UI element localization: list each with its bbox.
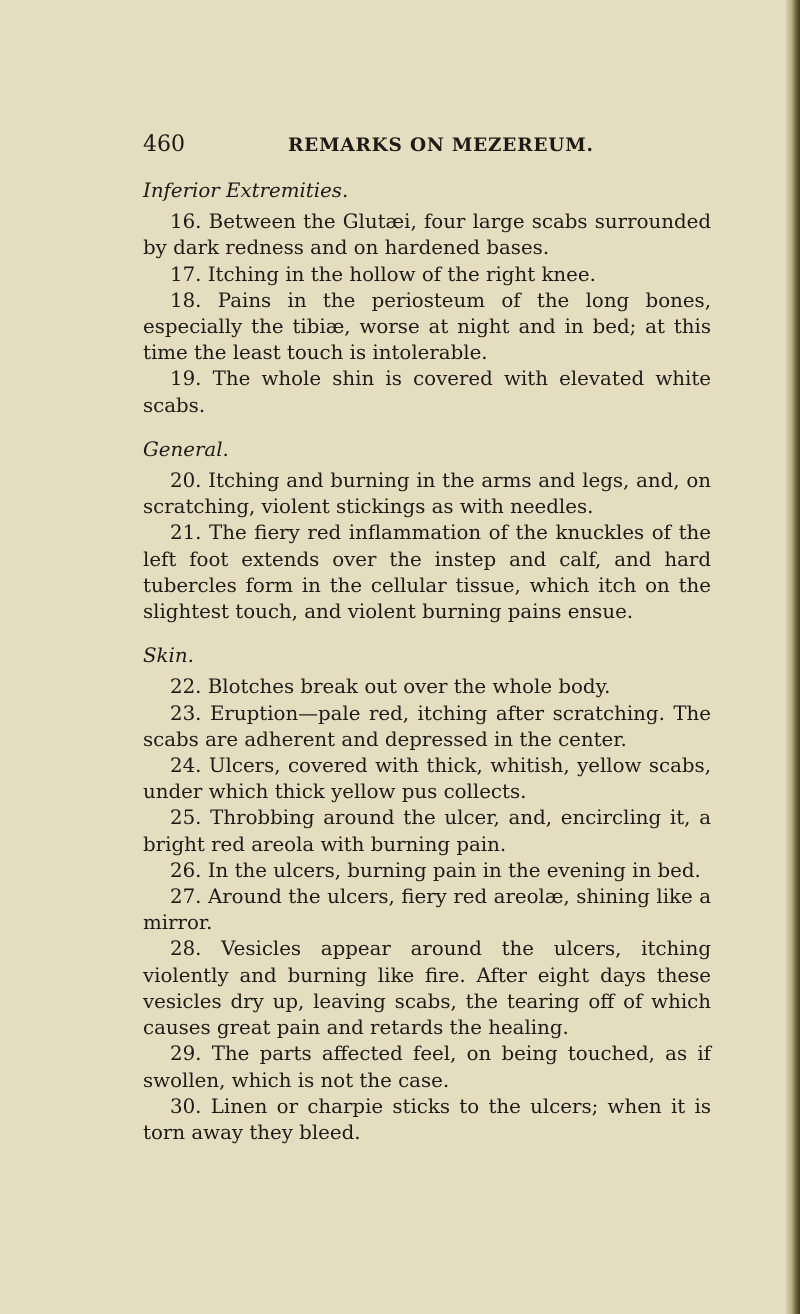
symptom-paragraph-19: 19. The whole shin is covered with elevated white scabs. xyxy=(143,367,711,417)
symptom-paragraph-28: 28. Vesicles appear around the ulcers, itching violently and burning like fire. After eight days these vesicles dry up, leaving scabs, the tearing off of which causes great pain and retards the healing. xyxy=(143,937,711,1040)
symptom-paragraph-23: 23. Eruption—pale red, itching after scratching. The scabs are adherent and depressed in the center. xyxy=(143,701,711,751)
symptom-paragraph-24: 24. Ulcers, covered with thick, whitish, yellow scabs, under which thick yellow pus collects. xyxy=(143,754,711,804)
page-header xyxy=(143,132,711,172)
section-general xyxy=(143,437,711,625)
symptom-paragraph-20: 20. Itching and burning in the arms and legs, and, on scratching, violent stickings as with needles. xyxy=(143,469,711,519)
section-inferior-extremities xyxy=(143,178,711,419)
symptom-paragraph-30: 30. Linen or charpie sticks to the ulcers; when it is torn away they bleed. xyxy=(143,1094,711,1144)
page-text-block xyxy=(143,132,711,1146)
section-skin xyxy=(143,643,711,1146)
running-head: REMARKS ON MEZEREUM. xyxy=(288,135,594,156)
section-heading: Inferior Extremities. xyxy=(143,179,349,202)
symptom-paragraph-17: 17. Itching in the hollow of the right knee. xyxy=(170,262,596,286)
section-heading: General. xyxy=(143,437,229,461)
symptom-paragraph-25: 25. Throbbing around the ulcer, and, encircling it, a bright red areola with burning pain. xyxy=(143,806,711,856)
symptom-paragraph-27: 27. Around the ulcers, fiery red areolæ, shining like a mirror. xyxy=(143,885,711,935)
symptom-paragraph-22: 22. Blotches break out over the whole body. xyxy=(170,675,611,699)
page-edge-shadow xyxy=(786,0,800,1314)
page-number: 460 xyxy=(143,132,185,157)
symptom-paragraph-29: 29. The parts affected feel, on being touched, as if swollen, which is not the case. xyxy=(143,1042,711,1092)
symptom-paragraph-26: 26. In the ulcers, burning pain in the evening in bed. xyxy=(170,858,701,882)
symptom-paragraph-18: 18. Pains in the periosteum of the long bones, especially the tibiæ, worse at night and in bed; at this time the least touch is intolerable. xyxy=(143,288,711,365)
symptom-paragraph-16: 16. Between the Glutæi, four large scabs surrounded by dark redness and on hardened bases. xyxy=(143,210,711,260)
section-heading: Skin. xyxy=(143,644,194,668)
symptom-paragraph-21: 21. The fiery red inflammation of the knuckles of the left foot extends over the instep and calf, and hard tubercles form in the cellular tissue, which itch on the slightest touch, and violent burning pains ensue. xyxy=(143,521,711,624)
